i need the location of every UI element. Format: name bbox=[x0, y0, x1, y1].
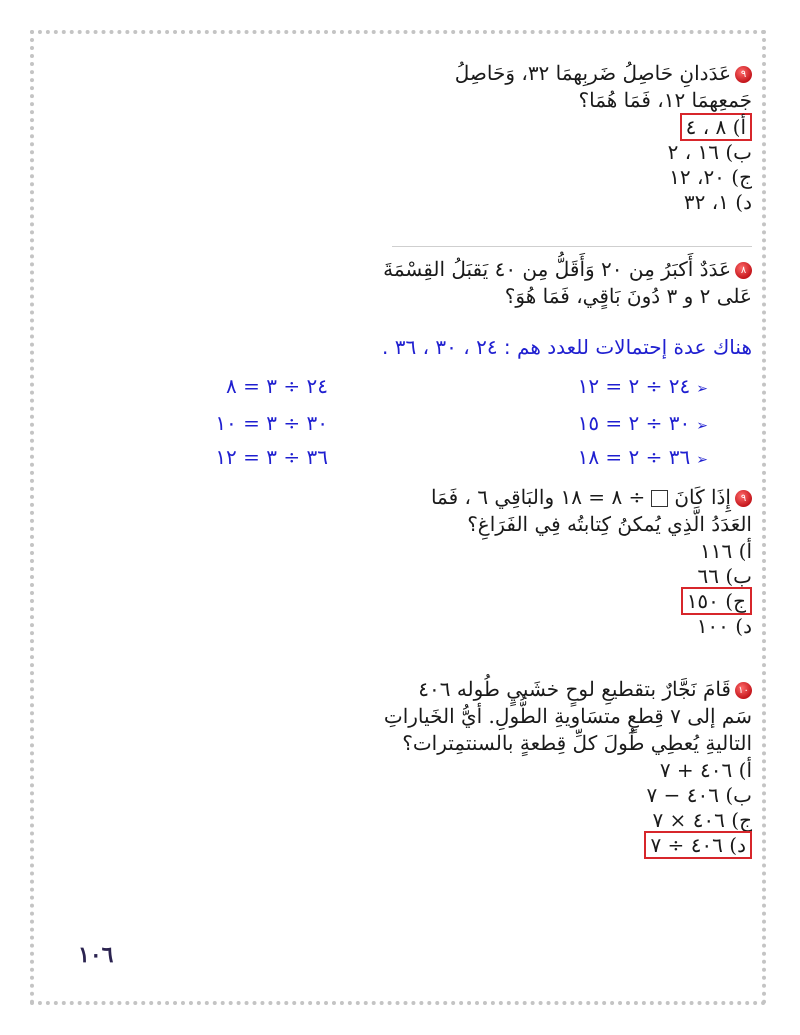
option-a: أ) ٤٠٦ + ٧ bbox=[659, 758, 752, 782]
bullet-icon: ➢ bbox=[696, 418, 708, 434]
equation-row bbox=[578, 376, 708, 399]
question-3-text-1b: ÷ ٨ = ١٨ والبَاقِي ٦ ، فَمَا bbox=[430, 485, 646, 509]
equation-text: ٣٠ ÷ ٢ = ١٥ bbox=[577, 411, 691, 435]
equation-row bbox=[578, 447, 708, 470]
option-c-answer bbox=[431, 589, 752, 614]
option-d-answer bbox=[384, 833, 752, 858]
question-3-line-1 bbox=[431, 484, 752, 511]
question-1-line-2: جَمعِهمَا ١٢، فَمَا هُمَا؟ bbox=[578, 88, 752, 112]
question-number-badge: ١٠ bbox=[735, 682, 752, 699]
option-a-answer bbox=[455, 115, 752, 140]
separator-line bbox=[392, 246, 752, 247]
option-c: ج) ٤٠٦ × ٧ bbox=[652, 808, 752, 832]
question-number-badge: ٩ bbox=[735, 66, 752, 83]
question-2-line-1 bbox=[383, 256, 752, 283]
option-c: ج) ٢٠، ١٢ bbox=[669, 165, 752, 189]
equation-row: ٢٤ ÷ ٣ = ٨ bbox=[226, 374, 328, 398]
option-b: ب) ٦٦ bbox=[697, 564, 752, 588]
blank-box bbox=[651, 490, 668, 507]
question-1-text-1: عَدَدانِ حَاصِلُ ضَربِهمَا ٣٢، وَحَاصِلُ bbox=[454, 61, 731, 85]
question-4-text-1: قَامَ نَجَّارٌ بتقطيعِ لوحٍ خشَبيٍ طُوله ٤٠٦ bbox=[418, 677, 731, 701]
option-a: أ) ١١٦ bbox=[700, 539, 752, 563]
question-3-text-1a: إِذَا كَانَ bbox=[674, 485, 731, 509]
option-b: ب) ١٦ ، ٢ bbox=[667, 140, 752, 164]
bullet-icon: ➢ bbox=[696, 452, 708, 468]
equation-row: ٣٠ ÷ ٣ = ١٠ bbox=[215, 411, 328, 435]
equation-text: ٢٤ ÷ ٢ = ١٢ bbox=[577, 374, 691, 398]
question-number-badge: ٩ bbox=[735, 490, 752, 507]
answer-box: د) ٤٠٦ ÷ ٧ bbox=[644, 831, 752, 859]
question-3-line-2: العَدَدُ الَّذِي يُمكنُ كِتابتُه فِي الفَرَاغِ؟ bbox=[467, 512, 752, 536]
question-1-options bbox=[455, 115, 752, 215]
question-3 bbox=[431, 484, 752, 639]
question-number-badge: ٨ bbox=[735, 262, 752, 279]
question-1 bbox=[455, 60, 752, 215]
question-2-line-2: عَلى ٢ و ٣ دُونَ بَاقٍي، فَمَا هُوَ؟ bbox=[504, 284, 752, 308]
question-2-text-1: عَدَدٌ أَكبَرُ مِن ٢٠ وَأَقَلُّ مِن ٤٠ يَقبَلُ القِسْمَةَ bbox=[383, 257, 731, 281]
answer-box: ج) ١٥٠ bbox=[681, 587, 752, 615]
question-4-line-1 bbox=[384, 676, 752, 703]
answer-box: أ) ٨ ، ٤ bbox=[680, 113, 752, 141]
question-4-options bbox=[384, 758, 752, 858]
question-4-line-2: سَم إلى ٧ قِطعٍ متسَاويةِ الطُّولِ. أيُّ الخَياراتِ bbox=[383, 704, 752, 728]
equation-row: ٣٦ ÷ ٣ = ١٢ bbox=[215, 445, 328, 469]
page-number: ١٠٦ bbox=[78, 942, 114, 968]
question-3-options bbox=[431, 539, 752, 639]
question-4 bbox=[384, 676, 752, 858]
question-4-line-3: التاليةِ يُعطِي طُولَ كلِّ قِطعةٍ بالسنتمِترات؟ bbox=[402, 731, 752, 755]
solution-intro: هناك عدة إحتمالات للعدد هم : ٢٤ ، ٣٠ ، ٣٦ . bbox=[382, 335, 752, 359]
equation-row bbox=[578, 413, 708, 436]
question-1-line-1 bbox=[455, 60, 752, 87]
question-2 bbox=[383, 256, 752, 310]
equation-text: ٣٦ ÷ ٢ = ١٨ bbox=[577, 445, 691, 469]
option-d: د) ١، ٣٢ bbox=[683, 190, 752, 214]
bullet-icon: ➢ bbox=[696, 381, 708, 397]
option-d: د) ١٠٠ bbox=[696, 614, 752, 638]
option-b: ب) ٤٠٦ − ٧ bbox=[646, 783, 752, 807]
